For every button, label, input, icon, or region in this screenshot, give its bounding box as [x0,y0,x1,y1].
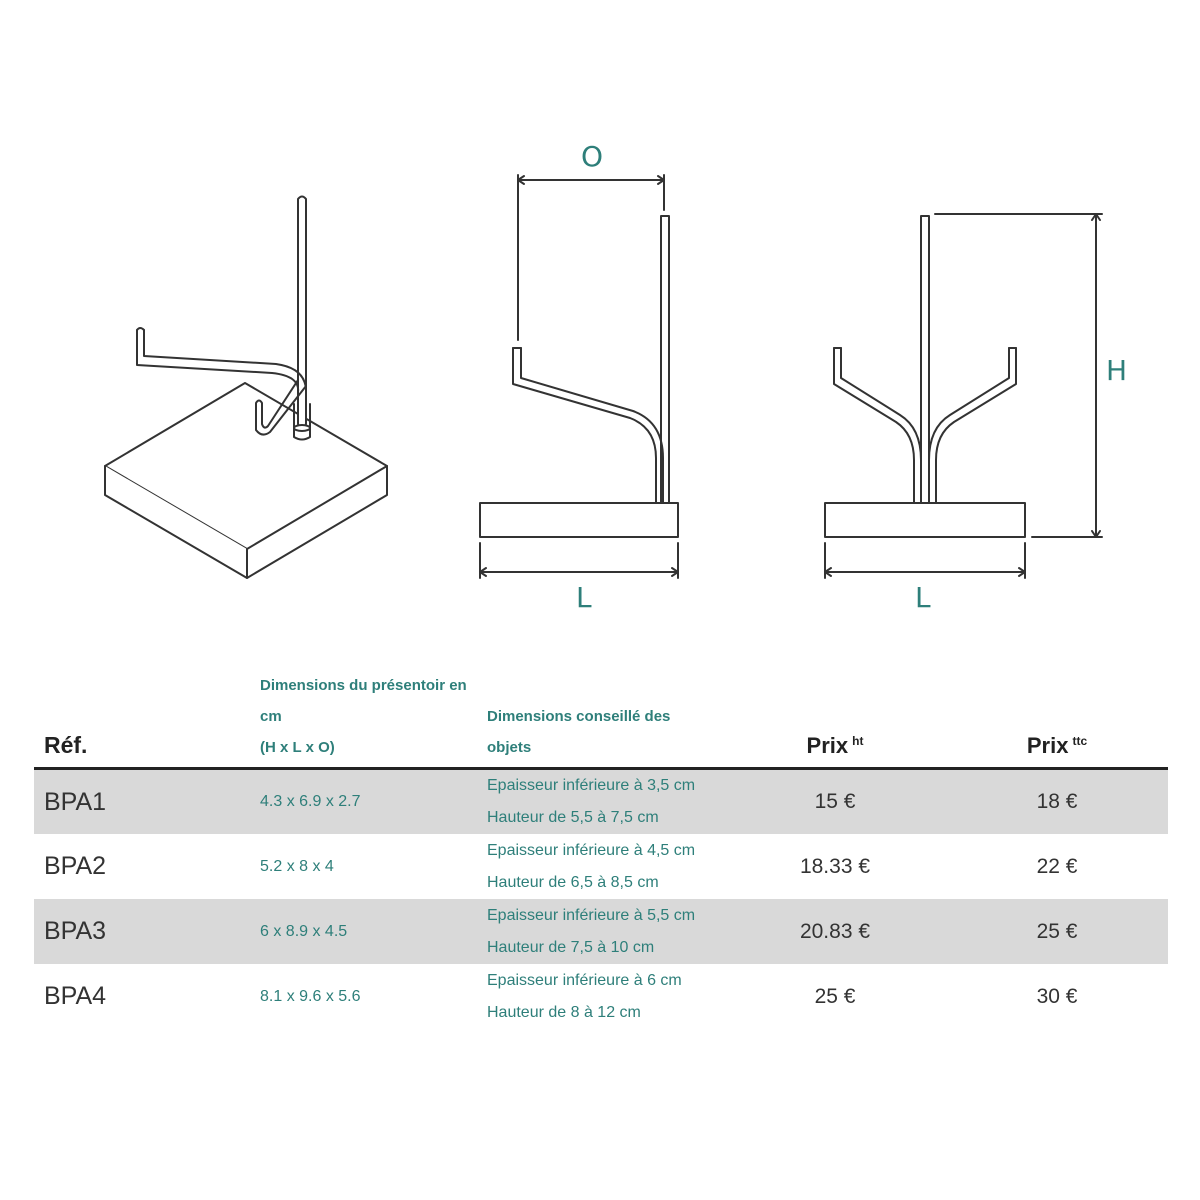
table-header-row [34,670,1168,769]
header-objects-line1: Dimensions conseillé des [487,708,671,725]
cell-objects [487,899,724,964]
header-objects [487,670,724,769]
cell-price-ttc: 30 € [1036,984,1078,1008]
cell-ref: BPA2 [44,852,107,880]
front-view [480,175,678,578]
header-price-ttc [946,670,1168,769]
cell-objects [487,964,724,1029]
header-dimensions-line1: Dimensions du présentoir en cm [260,677,467,725]
cell-height: Hauteur de 6,5 à 8,5 cm [487,873,659,891]
side-view [825,214,1102,578]
cell-price-ht: 20.83 € [799,919,871,943]
cell-dimensions: 5.2 x 8 x 4 [260,857,334,875]
header-price-ht [724,670,946,769]
dimension-label-o: O [581,140,604,173]
cell-price-ttc: 22 € [1036,854,1078,878]
cell-height: Hauteur de 7,5 à 10 cm [487,938,655,956]
table-row [34,899,1168,964]
table-row [34,769,1168,835]
cell-ref: BPA1 [44,787,107,816]
header-objects-line2: objets [487,739,532,756]
spec-table [34,670,1168,1029]
dimension-label-h: H [1106,354,1128,387]
cell-height: Hauteur de 5,5 à 7,5 cm [487,809,659,826]
cell-ref: BPA3 [44,917,107,945]
table-row [34,834,1168,899]
cell-height: Hauteur de 8 à 12 cm [487,1003,641,1021]
header-dimensions-line2: (H x L x O) [260,739,335,756]
cell-price-ttc: 25 € [1036,919,1078,943]
dimension-label-l-front: L [576,581,592,614]
header-price-ttc-sup: ttc [1072,733,1088,748]
cell-dimensions: 4.3 x 6.9 x 2.7 [260,793,361,810]
cell-price-ht: 25 € [814,984,856,1008]
table-row [34,964,1168,1029]
header-dimensions [260,670,487,769]
cell-dimensions: 8.1 x 9.6 x 5.6 [260,987,361,1005]
cell-price-ttc: 18 € [1036,790,1078,813]
cell-price-ht: 18.33 € [799,854,871,878]
cell-dimensions: 6 x 8.9 x 4.5 [260,922,348,940]
cell-thickness: Epaisseur inférieure à 4,5 cm [487,841,696,859]
cell-thickness: Epaisseur inférieure à 6 cm [487,971,682,989]
header-ref: Réf. [34,670,260,769]
dimension-label-l-side: L [915,581,931,614]
cell-objects [487,769,724,835]
cell-thickness: Epaisseur inférieure à 3,5 cm [487,777,696,794]
cell-ref: BPA4 [44,982,107,1010]
cell-objects [487,834,724,899]
cell-thickness: Epaisseur inférieure à 5,5 cm [487,906,696,924]
header-price-ht-sup: ht [852,733,864,748]
header-price-ttc-label: Prix [1026,733,1069,758]
perspective-view [105,197,387,579]
header-price-ht-label: Prix [806,733,849,758]
cell-price-ht: 15 € [814,790,856,813]
